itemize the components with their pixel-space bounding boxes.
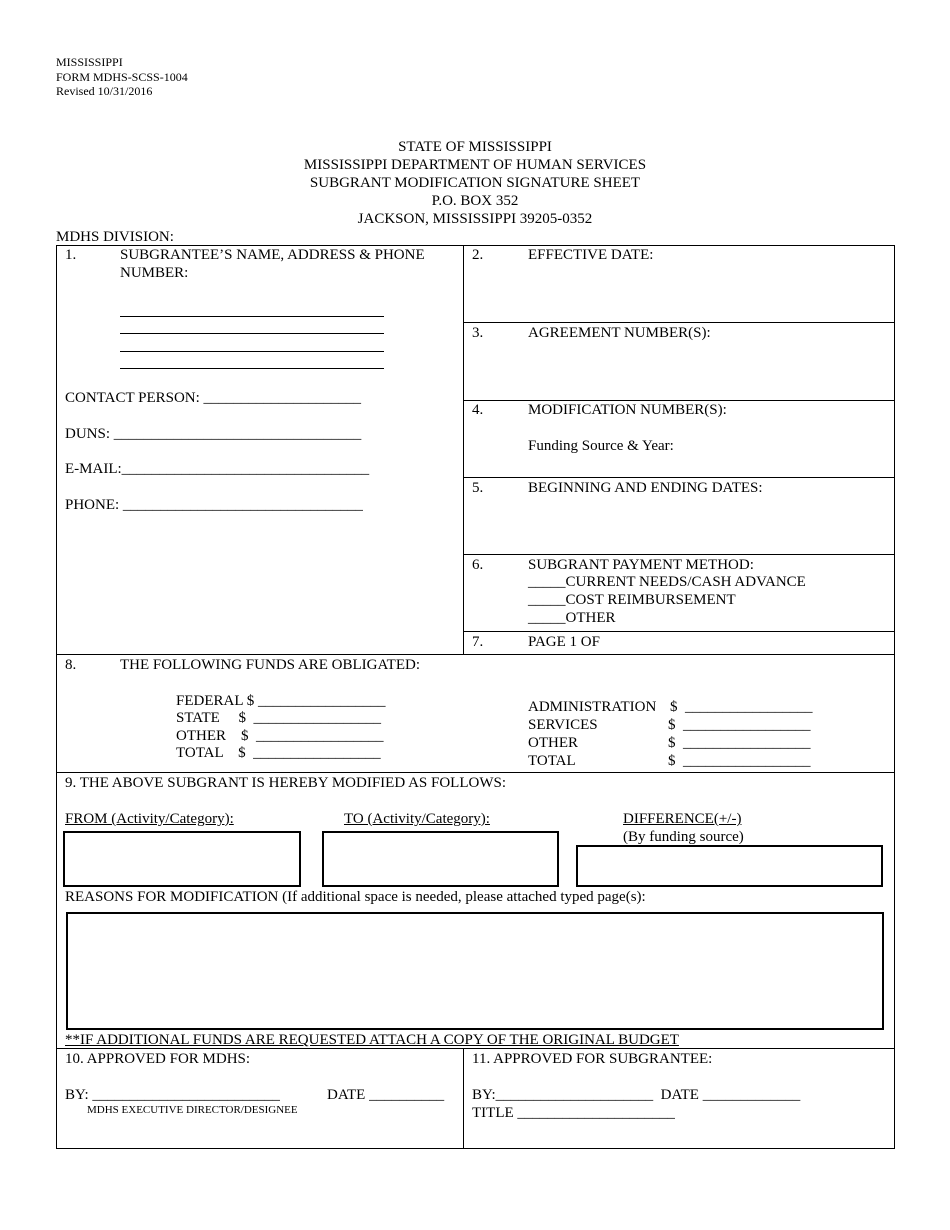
form-revised-date: Revised 10/31/2016 [56, 84, 153, 98]
address-line-2[interactable] [120, 333, 384, 334]
other-admin-field[interactable]: $ _________________ [668, 735, 811, 751]
from-activity-label: FROM (Activity/Category): [65, 811, 234, 827]
reasons-label: REASONS FOR MODIFICATION (If additional space is needed, please attached typed page(s): [65, 889, 646, 905]
divider-6-7 [463, 631, 895, 632]
administration-field[interactable]: $ _________________ [670, 699, 813, 715]
section2-number: 2. [472, 247, 484, 263]
section1-title-line2: NUMBER: [120, 265, 189, 281]
mdhs-signature-field[interactable]: BY: _________________________ [65, 1087, 280, 1103]
column-divider-bottom [463, 1048, 464, 1149]
address-line-3[interactable] [120, 351, 384, 352]
other-funds-field[interactable]: OTHER $ _________________ [176, 728, 384, 744]
page-count-label: PAGE 1 OF [528, 634, 600, 650]
duns-field[interactable]: DUNS: _________________________________ [65, 426, 362, 442]
phone-field[interactable]: PHONE: ________________________________ [65, 497, 363, 513]
difference-input[interactable] [576, 845, 883, 887]
funds-obligated-label: THE FOLLOWING FUNDS ARE OBLIGATED: [120, 657, 420, 673]
approved-subgrantee-label: 11. APPROVED FOR SUBGRANTEE: [472, 1051, 713, 1067]
difference-label: DIFFERENCE(+/-) [623, 811, 742, 827]
section8-number: 8. [65, 657, 77, 673]
section5-number: 5. [472, 480, 484, 496]
agreement-number-label: AGREEMENT NUMBER(S): [528, 325, 711, 341]
section7-number: 7. [472, 634, 484, 650]
address-line-4[interactable] [120, 368, 384, 369]
address-line-1[interactable] [120, 316, 384, 317]
contact-person-field[interactable]: CONTACT PERSON: _____________________ [65, 390, 362, 406]
divider-2-3 [463, 322, 895, 323]
from-activity-input[interactable] [63, 831, 301, 887]
header-city: JACKSON, MISSISSIPPI 39205-0352 [357, 211, 593, 227]
divider-section-8 [56, 654, 895, 655]
section3-number: 3. [472, 325, 484, 341]
frame-left [56, 245, 57, 1149]
federal-funds-field[interactable]: FEDERAL $ _________________ [176, 693, 386, 709]
section4-number: 4. [472, 402, 484, 418]
beginning-ending-dates-label: BEGINNING AND ENDING DATES: [528, 480, 763, 496]
difference-sub-label: (By funding source) [623, 829, 744, 845]
form-state: MISSISSIPPI [56, 55, 123, 69]
state-funds-field[interactable]: STATE $ _________________ [176, 710, 382, 726]
funding-source-label: Funding Source & Year: [528, 438, 674, 454]
frame-bottom [56, 1148, 895, 1149]
section6-number: 6. [472, 557, 484, 573]
total-admin-label: TOTAL [528, 753, 576, 769]
form-number: FORM MDHS-SCSS-1004 [56, 70, 188, 84]
modification-heading: 9. THE ABOVE SUBGRANT IS HEREBY MODIFIED AS FOLLOWS: [65, 775, 507, 791]
mdhs-division-label: MDHS DIVISION: [56, 229, 174, 245]
administration-label: ADMINISTRATION [528, 699, 657, 715]
total-funds-field[interactable]: TOTAL $ _________________ [176, 745, 381, 761]
subgrantee-title-field[interactable]: TITLE _____________________ [472, 1105, 675, 1121]
mdhs-date-field[interactable]: DATE __________ [327, 1087, 445, 1103]
payment-option-cost-reimbursement[interactable]: _____COST REIMBURSEMENT [528, 592, 736, 608]
subgrantee-signature-date-field[interactable]: BY:_____________________ DATE _____________ [472, 1087, 801, 1103]
section1-title-line1: SUBGRANTEE’S NAME, ADDRESS & PHONE [120, 247, 425, 263]
header-department: MISSISSIPPI DEPARTMENT OF HUMAN SERVICES [303, 157, 647, 173]
frame-right [894, 245, 895, 1149]
approved-mdhs-label: 10. APPROVED FOR MDHS: [65, 1051, 251, 1067]
section1-number: 1. [65, 247, 77, 263]
column-divider-top [463, 245, 464, 655]
mdhs-signer-title: MDHS EXECUTIVE DIRECTOR/DESIGNEE [87, 1104, 298, 1116]
email-field[interactable]: E-MAIL:_________________________________ [65, 461, 370, 477]
other-admin-label: OTHER [528, 735, 578, 751]
to-activity-input[interactable] [322, 831, 559, 887]
total-admin-field[interactable]: $ _________________ [668, 753, 811, 769]
modification-number-label: MODIFICATION NUMBER(S): [528, 402, 727, 418]
payment-option-cash-advance[interactable]: _____CURRENT NEEDS/CASH ADVANCE [528, 574, 806, 590]
divider-4-5 [463, 477, 895, 478]
effective-date-label: EFFECTIVE DATE: [528, 247, 654, 263]
divider-section-9 [56, 772, 895, 773]
additional-funds-note: **IF ADDITIONAL FUNDS ARE REQUESTED ATTACH A COPY OF THE ORIGINAL BUDGET [65, 1032, 679, 1048]
divider-5-6 [463, 554, 895, 555]
header-state: STATE OF MISSISSIPPI [398, 139, 552, 155]
header-form-title: SUBGRANT MODIFICATION SIGNATURE SHEET [309, 175, 641, 191]
payment-option-other[interactable]: _____OTHER [528, 610, 616, 626]
payment-method-label: SUBGRANT PAYMENT METHOD: [528, 557, 754, 573]
services-field[interactable]: $ _________________ [668, 717, 811, 733]
header-po-box: P.O. BOX 352 [431, 193, 519, 209]
services-label: SERVICES [528, 717, 598, 733]
reasons-textarea[interactable] [66, 912, 884, 1030]
to-activity-label: TO (Activity/Category): [344, 811, 490, 827]
